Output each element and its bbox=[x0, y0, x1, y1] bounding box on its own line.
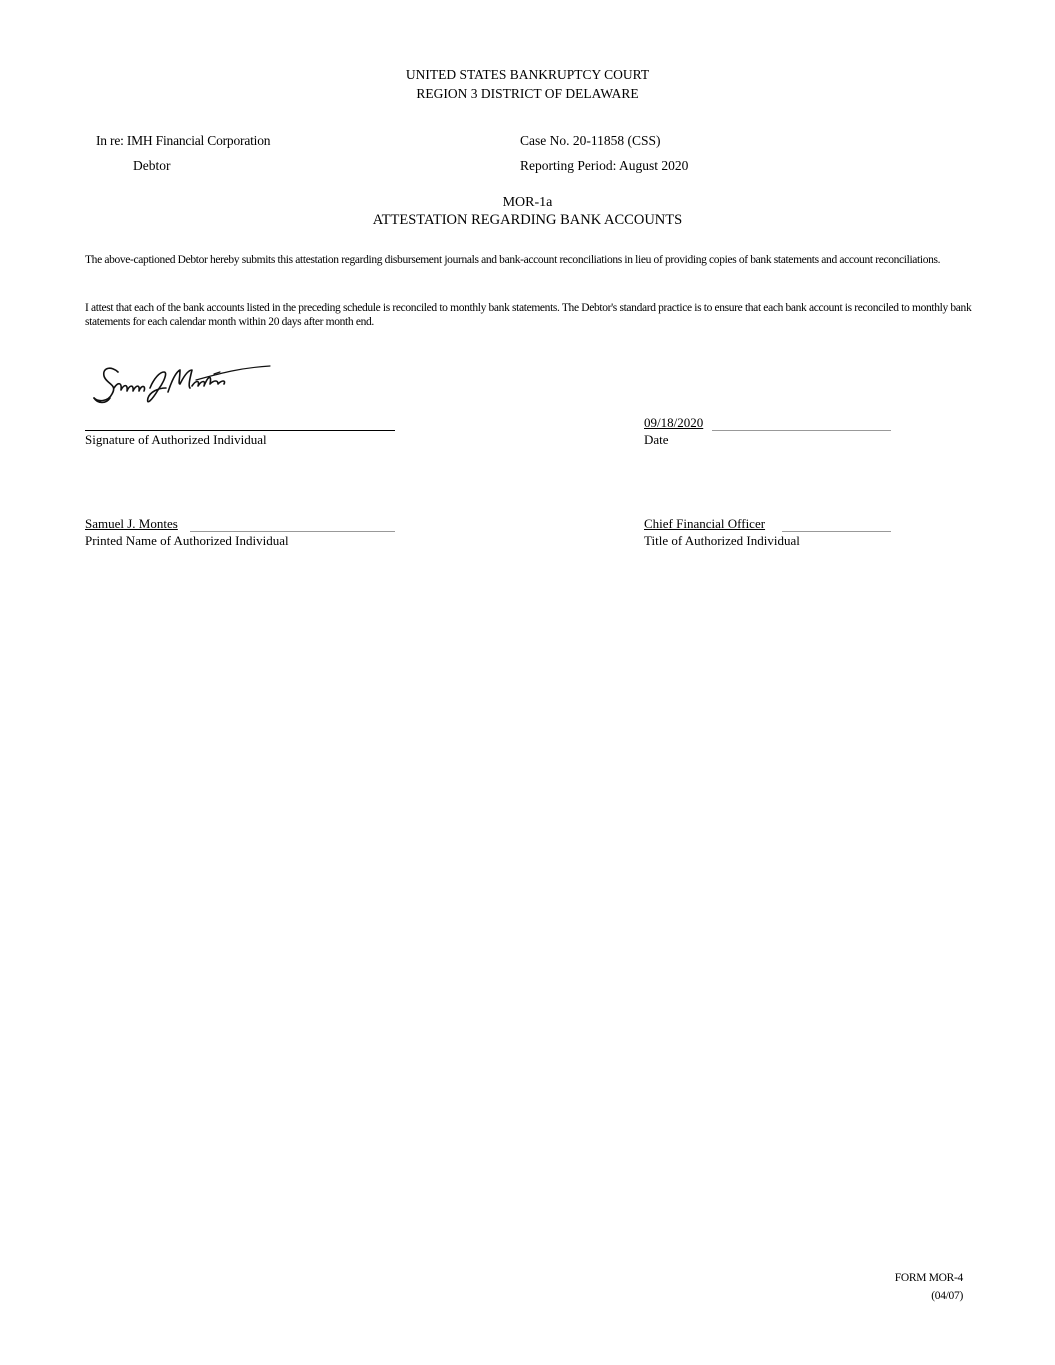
in-re-line: In re: IMH Financial Corporation bbox=[96, 133, 271, 148]
title-label: Title of Authorized Individual bbox=[644, 533, 800, 548]
signature-label: Signature of Authorized Individual bbox=[85, 432, 267, 447]
form-id: FORM MOR-4 bbox=[894, 1272, 963, 1284]
case-number: Case No. 20-11858 (CSS) bbox=[520, 133, 661, 148]
printed-name-value: Samuel J. Montes bbox=[85, 516, 178, 531]
reporting-period: Reporting Period: August 2020 bbox=[520, 158, 689, 173]
form-revision: (04/07) bbox=[931, 1290, 963, 1302]
debtor-label: Debtor bbox=[133, 158, 171, 173]
title-line bbox=[782, 531, 891, 532]
date-label: Date bbox=[644, 432, 669, 447]
court-name: UNITED STATES BANKRUPTCY COURT bbox=[405, 67, 650, 82]
attestation-paragraph-2: I attest that each of the bank accounts listed in the preceding schedule is reconciled to monthly bank statements. The Debtor's standard practice is to ensure that each bank account is reconciled to monthly bank statements for each calendar month within 20 days after month end. bbox=[85, 302, 972, 328]
printed-name-line bbox=[190, 531, 395, 532]
signature-line bbox=[85, 430, 395, 431]
form-title: ATTESTATION REGARDING BANK ACCOUNTS bbox=[372, 212, 683, 228]
date-value: 09/18/2020 bbox=[644, 415, 704, 430]
form-footer bbox=[895, 1269, 963, 1305]
handwritten-signature bbox=[88, 358, 273, 413]
date-line bbox=[712, 430, 891, 431]
printed-name-label: Printed Name of Authorized Individual bbox=[85, 533, 289, 548]
title-value: Chief Financial Officer bbox=[644, 516, 766, 531]
attestation-paragraph-1: The above-captioned Debtor hereby submits this attestation regarding disbursement journals and bank-account reconciliations in lieu of providing copies of bank statements and account reconciliations. bbox=[85, 254, 941, 266]
form-code: MOR-1a bbox=[502, 195, 553, 210]
district-name: REGION 3 DISTRICT OF DELAWARE bbox=[416, 86, 639, 101]
